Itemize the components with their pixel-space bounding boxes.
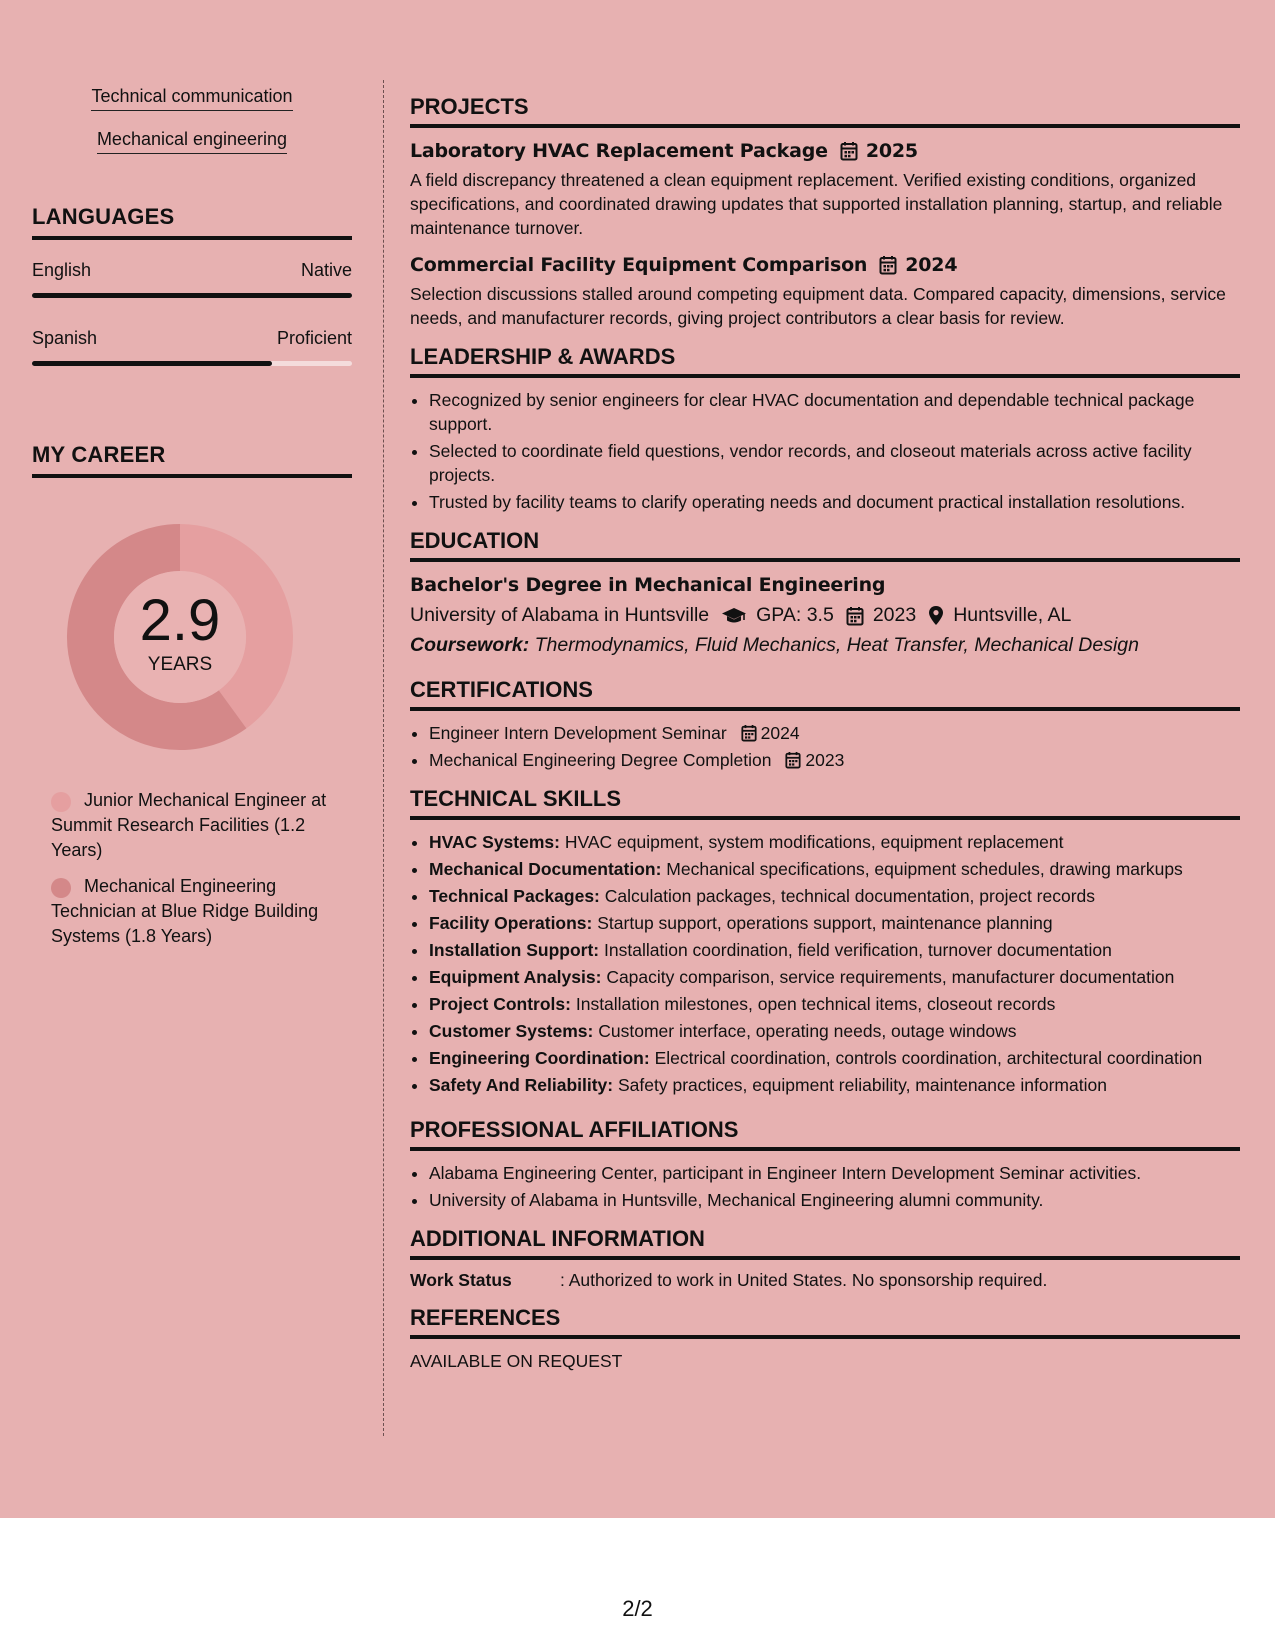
project-year: 2024 — [905, 254, 958, 276]
list-item: • Trusted by facility teams to clarify operating needs and document practical installation resolutions. — [429, 490, 1240, 514]
calendar-icon — [840, 141, 858, 161]
skill-value: Installation milestones, open technical items, closeout records — [575, 994, 1056, 1014]
skill-value: Electrical coordination, controls coordination, architectural coordination — [654, 1048, 1203, 1068]
skill-label: Customer Systems: — [429, 1021, 594, 1041]
coursework-label: Coursework: — [410, 634, 530, 656]
skill-item — [429, 830, 1240, 854]
coursework-list: Thermodynamics, Fluid Mechanics, Heat Transfer, Mechanical Design — [534, 634, 1140, 656]
work-status-value: : Authorized to work in United States. No sponsorship required. — [560, 1270, 1048, 1290]
skill-label: HVAC Systems: — [429, 832, 560, 852]
project-description: Selection discussions stalled around competing equipment data. Compared capacity, dimensions, service needs, and manufacturer records, giving project contributors a clear basis for review. — [410, 284, 1226, 328]
leadership-heading: LEADERSHIP & AWARDS — [410, 344, 1240, 378]
references-text: AVAILABLE ON REQUEST — [410, 1351, 623, 1371]
skill-value: Mechanical specifications, equipment schedules, drawing markups — [666, 859, 1183, 879]
skill-label: Installation Support: — [429, 940, 600, 960]
language-level: Native — [300, 260, 352, 280]
certification-item — [429, 721, 1240, 745]
career-donut — [65, 522, 295, 752]
skill-item — [429, 1019, 1240, 1043]
calendar-icon — [741, 724, 757, 742]
references-heading: REFERENCES — [410, 1305, 1240, 1339]
leadership-list — [410, 388, 1240, 514]
language-name: English — [32, 260, 92, 280]
career-item — [51, 788, 352, 863]
technical-skills-list — [410, 830, 1240, 1097]
education-location: Huntsville, AL — [953, 604, 1072, 626]
skill-item — [429, 1046, 1240, 1070]
certifications-heading: CERTIFICATIONS — [410, 677, 1240, 711]
project-year: 2025 — [865, 140, 918, 162]
career-item — [51, 874, 352, 949]
affiliations-list — [410, 1161, 1240, 1212]
certifications-list — [410, 721, 1240, 772]
project-description: A field discrepancy threatened a clean equipment replacement. Verified existing conditions, organized specifications, and coordinated drawing updates that supported installation planning, startup, and reliable maintenance turnover. — [410, 170, 1223, 238]
gpa: GPA: 3.5 — [756, 604, 834, 626]
certification-year: 2024 — [760, 723, 800, 743]
skill-label: Project Controls: — [429, 994, 571, 1014]
graduation-year: 2023 — [872, 604, 917, 626]
list-item: • Alabama Engineering Center, participant in Engineer Intern Development Seminar activities. — [429, 1161, 1240, 1185]
career-unit: YEARS — [147, 654, 213, 675]
skill-item — [429, 911, 1240, 935]
affiliations-heading: PROFESSIONAL AFFILIATIONS — [410, 1117, 1240, 1151]
list-item: • Recognized by senior engineers for clear HVAC documentation and dependable technical package support. — [429, 388, 1240, 436]
work-status — [410, 1270, 1240, 1291]
language-bar-fill — [32, 361, 272, 366]
career-item-text: Mechanical Engineering Technician at Blue Ridge Building Systems (1.8 Years) — [51, 876, 319, 946]
skill-label: Facility Operations: — [429, 913, 593, 933]
calendar-icon — [785, 751, 801, 769]
education-details — [410, 604, 1240, 627]
list-item: • University of Alabama in Huntsville, Mechanical Engineering alumni community. — [429, 1188, 1240, 1212]
education-heading: EDUCATION — [410, 528, 1240, 562]
work-status-label: Work Status — [410, 1270, 512, 1290]
left-column — [32, 86, 352, 960]
coursework — [410, 634, 1240, 657]
skill-value: Safety practices, equipment reliability, maintenance information — [617, 1075, 1107, 1095]
project-item — [410, 140, 1240, 240]
skill-value: Startup support, operations support, maintenance planning — [597, 913, 1053, 933]
project-title: Laboratory HVAC Replacement Package — [410, 140, 828, 162]
skill-tag: Technical communication — [91, 86, 292, 111]
technical-skills-heading: TECHNICAL SKILLS — [410, 786, 1240, 820]
calendar-icon — [879, 255, 897, 275]
right-column — [410, 94, 1240, 1372]
skill-value: HVAC equipment, system modifications, equipment replacement — [564, 832, 1064, 852]
location-pin-icon — [928, 605, 944, 626]
skill-item — [429, 965, 1240, 989]
skill-value: Customer interface, operating needs, outage windows — [598, 1021, 1017, 1041]
skill-tag: Mechanical engineering — [97, 129, 287, 154]
skill-label: Technical Packages: — [429, 886, 600, 906]
language-level: Proficient — [276, 328, 352, 348]
additional-info-heading: ADDITIONAL INFORMATION — [410, 1226, 1240, 1260]
career-total: 2.9 — [139, 588, 221, 653]
column-divider — [383, 80, 384, 1436]
skill-value: Installation coordination, field verification, turnover documentation — [604, 940, 1112, 960]
page-number: 2/2 — [622, 1596, 653, 1621]
language-name: Spanish — [32, 328, 98, 348]
language-bar-fill — [32, 293, 352, 298]
skill-item — [429, 857, 1240, 881]
language-bar — [32, 293, 352, 298]
career-item-text: Junior Mechanical Engineer at Summit Research Facilities (1.2 Years) — [51, 790, 327, 860]
language-item — [32, 328, 352, 366]
skill-item — [429, 1073, 1240, 1097]
certification-item — [429, 748, 1240, 772]
career-legend-dot — [51, 878, 71, 898]
language-bar — [32, 361, 352, 366]
degree-title: Bachelor's Degree in Mechanical Engineering — [410, 574, 886, 596]
skill-label: Safety And Reliability: — [429, 1075, 614, 1095]
graduation-cap-icon — [721, 607, 747, 625]
certification-year: 2023 — [805, 750, 845, 770]
career-heading: MY CAREER — [32, 442, 352, 478]
skill-value: Capacity comparison, service requirements, manufacturer documentation — [606, 967, 1175, 987]
skill-label: Equipment Analysis: — [429, 967, 602, 987]
career-list — [32, 788, 352, 949]
project-title: Commercial Facility Equipment Comparison — [410, 254, 868, 276]
project-item — [410, 254, 1240, 330]
skill-item — [429, 938, 1240, 962]
page-footer — [0, 1518, 1275, 1650]
skill-value: Calculation packages, technical documentation, project records — [604, 886, 1096, 906]
school-name: University of Alabama in Huntsville — [410, 604, 710, 626]
certification-name: • Mechanical Engineering Degree Completion — [429, 750, 772, 770]
language-item — [32, 260, 352, 298]
calendar-icon — [846, 606, 864, 626]
skill-item — [429, 884, 1240, 908]
certification-name: • Engineer Intern Development Seminar — [429, 723, 727, 743]
list-item: • Selected to coordinate field questions, vendor records, and closeout materials across active facility projects. — [429, 439, 1240, 487]
skill-label: Engineering Coordination: — [429, 1048, 650, 1068]
career-legend-dot — [51, 792, 71, 812]
skill-label: Mechanical Documentation: — [429, 859, 662, 879]
skill-item — [429, 992, 1240, 1016]
languages-heading: LANGUAGES — [32, 204, 352, 240]
projects-heading: PROJECTS — [410, 94, 1240, 128]
